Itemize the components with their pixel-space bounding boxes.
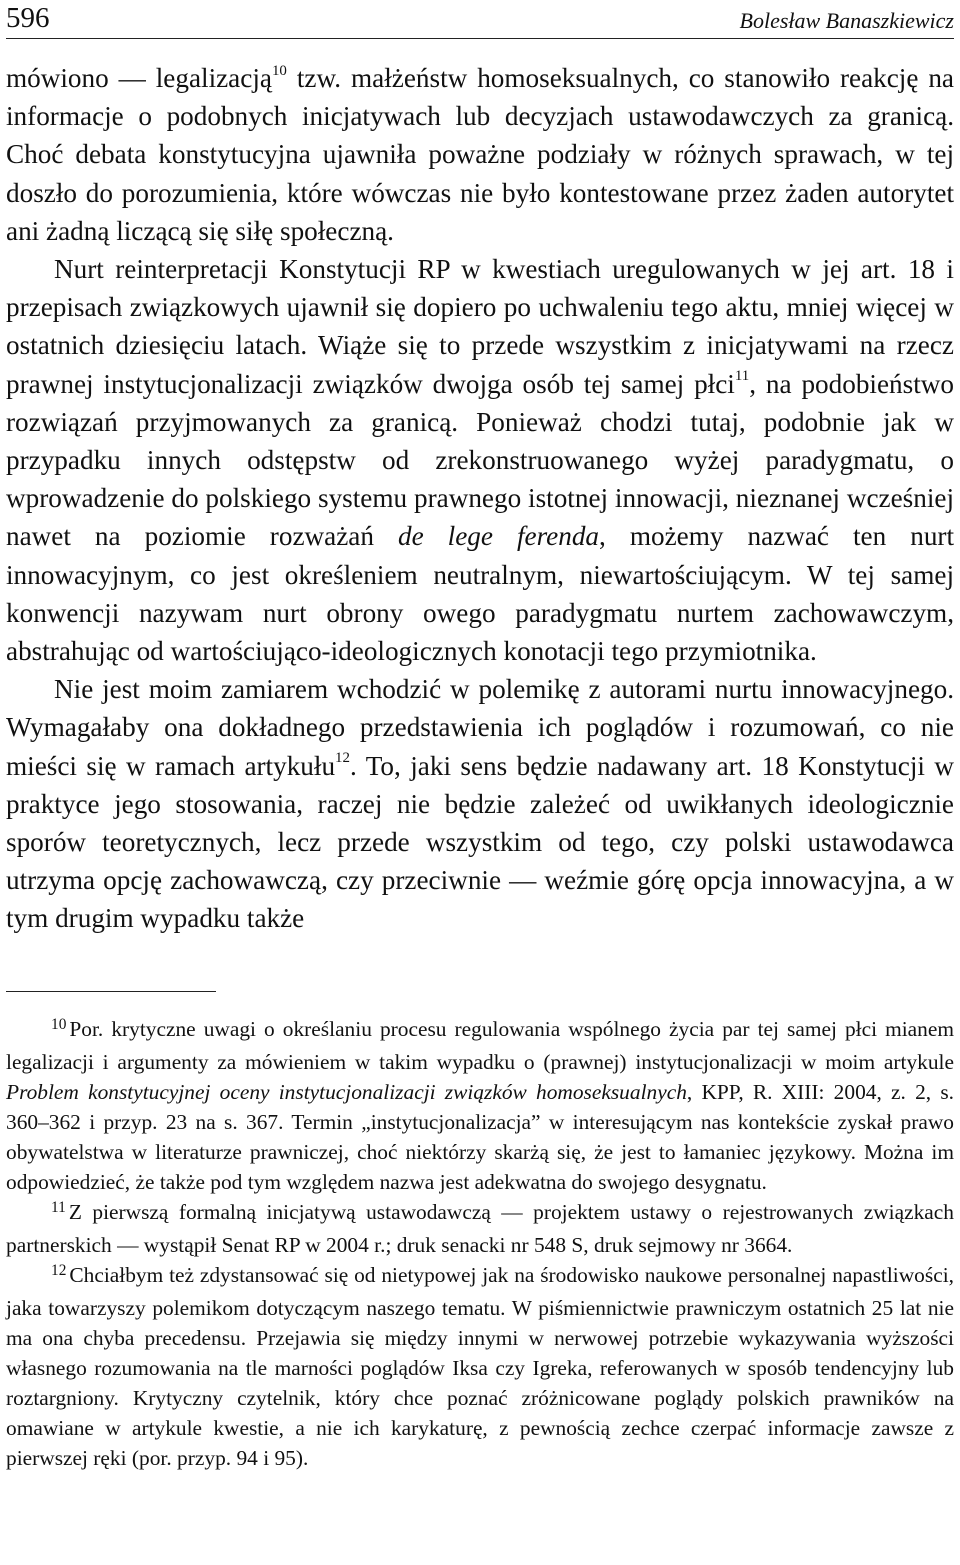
italic-title: Problem konstytucyjnej oceny instytucjonalizacji związków homoseksualnych <box>6 1080 687 1104</box>
italic-phrase: de lege ferenda <box>397 521 600 552</box>
paragraph-1 <box>6 59 954 250</box>
footnote-ref-11[interactable]: 11 <box>734 368 750 385</box>
text-run: Nurt reinterpretacji Konstytucji RP w kwestiach uregulowanych w jej art. 18 i przepisach związkowych ujawnił się dopiero po uchwaleniu tego aktu, mniej więcej w ostatnich dziesięciu latach. Wiąże się to przede wszystkim z inicjatywami na rzecz prawnej instytucjonalizacji związków dwojga osób tej samej płci <box>6 254 954 399</box>
footnote-12 <box>6 1260 954 1473</box>
running-header <box>6 0 954 39</box>
paragraph-3 <box>6 670 954 937</box>
text-run: Por. krytyczne uwagi o określaniu procesu regulowania wspólnego życia par tej samej płci mianem legalizacji i argumenty za mówieniem w takim wypadku o (prawnej) instytucjonalizacji w moim artykule <box>6 1017 954 1074</box>
footnote-separator <box>6 991 216 992</box>
text-run: , na podobieństwo rozwiązań przyjmowanych za granicą. Ponieważ chodzi tutaj, podobnie jak w przypadku innych odstępstw od zrekonstruowanego wyżej paradygmatu, o wprowadzenie do polskiego systemu prawnego istotnej innowacji, nieznanej wcześniej nawet na poziomie rozważań <box>6 368 954 552</box>
text-run: , KPP, R. XIII: 2004, z. 2, s. 360–362 i przyp. 23 na s. 367. Termin „instytucjonalizacja” w interesującym nas kontekście zyskał prawo obywatelstwa w literaturze prawniczej, choć niektórzy skarżą się, że jest to łamaniec językowy. Można im odpowiedzieć, że także pod tym względem nazwa jest adekwatna do swojego desygnatu. <box>6 1080 954 1194</box>
paragraph-2 <box>6 250 954 670</box>
footnote-ref-12[interactable]: 12 <box>335 750 350 767</box>
text-run: , możemy nazwać ten nurt innowacyjnym, co jest określeniem neutralnym, niewartościującym. W tej samej konwencji nazywam nurt obrony owego paradygmatu nurtem zachowawczym, abstrahując od wartościująco-ideologicznych konotacji tego przymiotnika. <box>6 521 955 667</box>
footnote-number: 11 <box>51 1199 66 1217</box>
footnote-number: 10 <box>51 1016 67 1034</box>
text-run: Nie jest moim zamiarem wchodzić w polemikę z autorami nurtu innowacyjnego. Wymagałaby ona dokładnego przedstawienia ich poglądów i rozumowań, co nie mieści się w ramach artykułu <box>6 674 954 781</box>
footnote-10 <box>6 1014 954 1197</box>
text-run: mówiono — legalizacją <box>6 63 272 93</box>
footnote-11 <box>6 1197 954 1260</box>
text-run: tzw. małżeństw homoseksualnych, co stanowiło reakcję na informacje o podobnych inicjatywach lub decyzjach ustawodawczych za granicą. Choć debata konstytucyjna ujawniła poważne podziały w różnych sprawach, w tej doszło do porozumienia, które wówczas nie było kontestowane przez żaden autorytet ani żadną liczącą się siłę społeczną. <box>6 63 954 246</box>
main-text <box>6 59 954 938</box>
footnote-number: 12 <box>51 1262 67 1280</box>
text-run: Z pierwszą formalną inicjatywą ustawodawczą — projektem ustawy o rejestrowanych związkach partnerskich — wystąpił Senat RP w 2004 r.; druk senacki nr 548 S, druk sejmowy nr 3664. <box>6 1200 954 1257</box>
page-number: 596 <box>6 2 50 34</box>
footnotes <box>6 1014 954 1473</box>
footnote-ref-10[interactable]: 10 <box>271 62 287 79</box>
text-run: Chciałbym też zdystansować się od nietypowej jak na środowisko naukowe personalnej napastliwości, jaka towarzyszy polemikom dotyczącym naszego tematu. W piśmiennictwie prawniczym ostatnich 25 lat nie ma ona chyba precedensu. Przejawia się między innymi w nerwowej potrzebie wykazywania wyższości własnego rozumowania na tle marności poglądów Iksa czy Igreka, referowanych w sposób tendencyjny lub roztargniony. Krytyczny czytelnik, który chce poznać zróżnicowane poglądy polskich prawników na omawiane w artykule kwestie, a nie ich karykaturę, z pewnością zechce czerpać informacje zawsze z pierwszej ręki (por. przyp. 94 i 95). <box>6 1263 954 1470</box>
running-head-author: Bolesław Banaszkiewicz <box>739 8 954 33</box>
text-run: . To, jaki sens będzie nadawany art. 18 Konstytucji w praktyce jego stosowania, raczej nie będzie zależeć od uwikłanych ideologicznie sporów teoretycznych, lecz przede wszystkim od tego, czy polski ustawodawca utrzyma opcję zachowawczą, czy przeciwnie — weźmie górę opcja innowacyjna, a w tym drugim wypadku także <box>6 750 954 934</box>
